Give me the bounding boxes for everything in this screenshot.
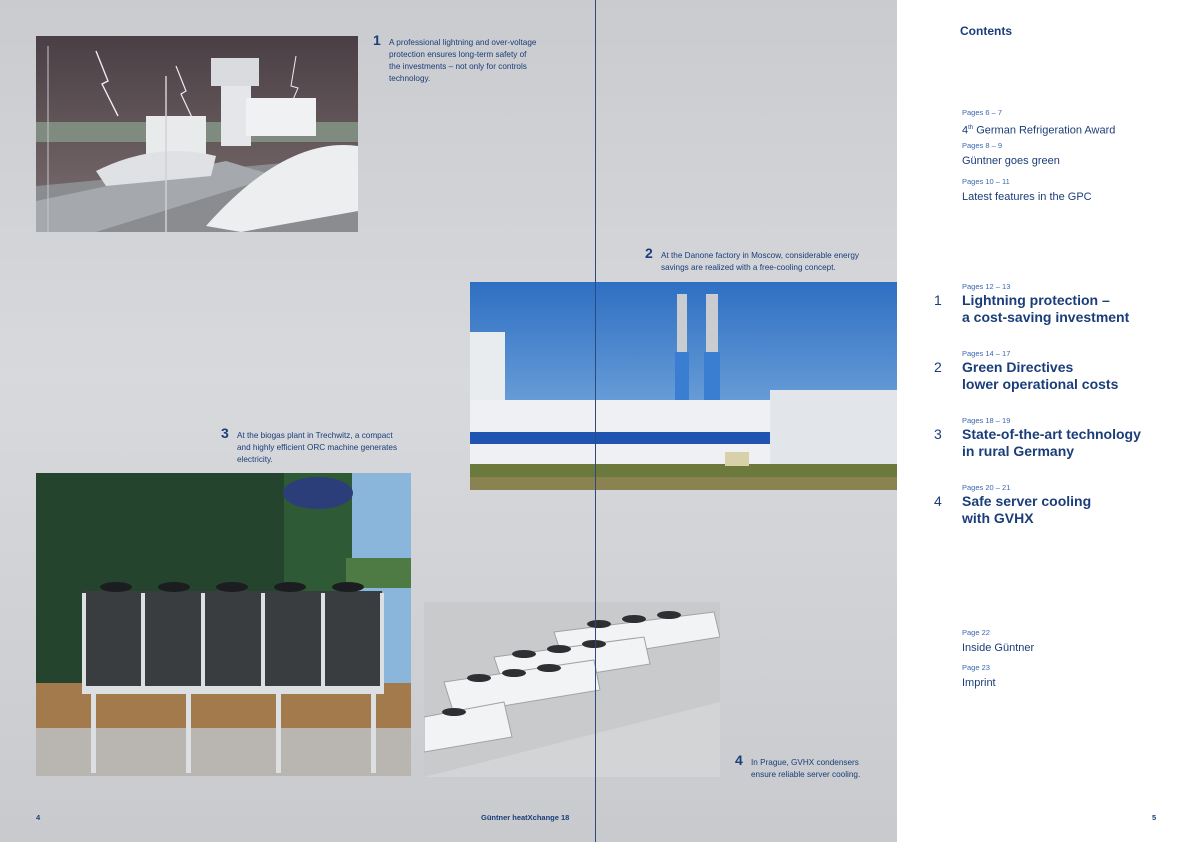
toc-title: Güntner goes green bbox=[962, 155, 1060, 167]
toc-number: 4 bbox=[934, 493, 942, 509]
toc-pages: Pages 10 – 11 bbox=[962, 177, 1010, 186]
caption-number: 1 bbox=[373, 32, 381, 48]
caption-line: and highly efficient ORC machine generates bbox=[237, 443, 398, 452]
caption-4 bbox=[735, 752, 895, 783]
photo-danone-factory bbox=[470, 282, 897, 490]
toc-title: Latest features in the GPC bbox=[962, 191, 1092, 203]
caption-line: savings are realized with a free-cooling concept. bbox=[661, 263, 836, 272]
caption-line: the investments – not only for controls bbox=[389, 62, 527, 71]
toc-title: Safe server cooling with GVHX bbox=[962, 493, 1092, 526]
caption-line: At the biogas plant in Trechwitz, a compact bbox=[237, 431, 393, 440]
toc-title: Green Directives lower operational costs bbox=[962, 359, 1119, 392]
toc-entry[interactable] bbox=[962, 177, 1092, 204]
toc-title: 4th German Refrigeration Award bbox=[962, 124, 1116, 137]
caption-3 bbox=[221, 425, 421, 468]
caption-line: protection ensures long-term safety of bbox=[389, 50, 527, 59]
caption-line: A professional lightning and over-voltage bbox=[389, 38, 537, 47]
toc-pages: Pages 12 – 13 bbox=[962, 282, 1011, 291]
caption-line: ensure reliable server cooling. bbox=[751, 770, 861, 779]
toc-title: Inside Güntner bbox=[962, 642, 1035, 654]
toc-pages: Pages 18 – 19 bbox=[962, 416, 1011, 425]
caption-line: technology. bbox=[389, 74, 431, 83]
toc-entry[interactable] bbox=[962, 141, 1060, 168]
caption-line: At the Danone factory in Moscow, considerable energy bbox=[661, 251, 859, 260]
caption-2 bbox=[645, 245, 895, 276]
toc-pages: Pages 6 – 7 bbox=[962, 108, 1003, 117]
caption-number: 4 bbox=[735, 752, 743, 768]
caption-number: 2 bbox=[645, 245, 653, 261]
photo-lightning-roof bbox=[36, 36, 358, 232]
toc-title: Lightning protection – a cost-saving investment bbox=[962, 292, 1130, 325]
toc-pages: Pages 20 – 21 bbox=[962, 483, 1011, 492]
caption-number: 3 bbox=[221, 425, 229, 441]
caption-line: electricity. bbox=[237, 455, 273, 464]
photo-biogas-plant bbox=[36, 473, 411, 776]
toc-number: 2 bbox=[934, 359, 942, 375]
toc-pages: Pages 8 – 9 bbox=[962, 141, 1003, 150]
publication-name: Güntner heatXchange 18 bbox=[481, 813, 570, 822]
photo-gvhx-condensers bbox=[424, 602, 720, 777]
toc-entry[interactable] bbox=[962, 663, 996, 690]
toc-number: 1 bbox=[934, 292, 942, 308]
toc-pages: Page 23 bbox=[962, 663, 990, 672]
toc-number: 3 bbox=[934, 426, 942, 442]
toc-entry[interactable] bbox=[962, 628, 1034, 655]
toc-title: Imprint bbox=[962, 677, 996, 689]
toc-pages: Pages 14 – 17 bbox=[962, 349, 1011, 358]
page-number-left: 4 bbox=[36, 813, 41, 822]
toc-title: State-of-the-art technology in rural Germany bbox=[962, 426, 1141, 459]
spread-fold-line bbox=[595, 0, 596, 842]
toc-entry[interactable] bbox=[962, 108, 1115, 138]
caption-1 bbox=[373, 32, 563, 87]
toc-pages: Page 22 bbox=[962, 628, 990, 637]
contents-title: Contents bbox=[960, 24, 1012, 38]
caption-line: In Prague, GVHX condensers bbox=[751, 758, 859, 767]
page-number-right: 5 bbox=[1152, 813, 1157, 822]
